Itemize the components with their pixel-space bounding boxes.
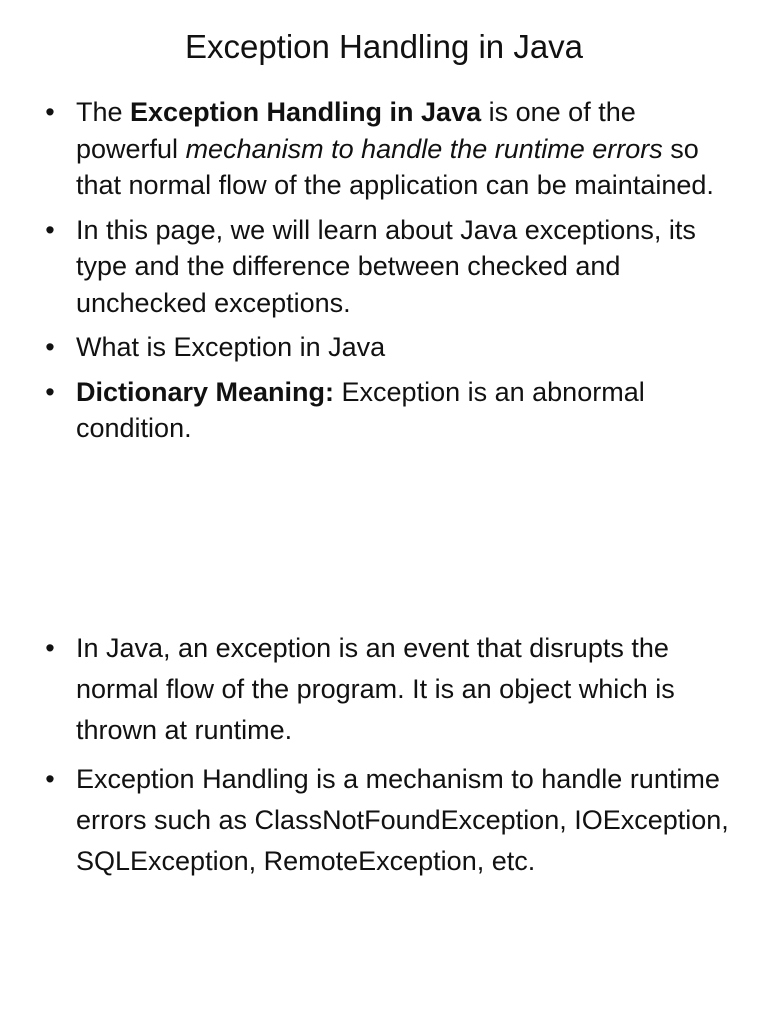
- bullet-dot-icon: •: [45, 633, 55, 663]
- bullet-exception-handling-intro: [40, 94, 730, 204]
- bullet-text: Exception is an abnormal condition.: [76, 376, 645, 443]
- bullet-page-overview: [40, 212, 730, 322]
- bullet-exception-handling-mechanism: [40, 759, 730, 882]
- bullet-dot-icon: •: [45, 376, 55, 407]
- bottom-bullet-list: [40, 628, 730, 890]
- bullet-dot-icon: •: [45, 764, 55, 794]
- slide-title: Exception Handling in Java: [184, 28, 584, 65]
- bullet-exception-definition: [40, 628, 730, 751]
- bullet-text: In Java, an exception is an event that disrupts the normal flow of the program. It is an object which is thrown at runtime.: [76, 633, 675, 745]
- bullet-text: What is Exception in Java: [76, 332, 386, 362]
- italic-phrase: mechanism to handle the runtime errors: [185, 133, 663, 164]
- bullet-dot-icon: •: [45, 214, 55, 245]
- top-bullet-list: [40, 94, 730, 455]
- bold-term: Exception Handling in Java: [130, 97, 482, 127]
- bullet-dictionary-meaning: [40, 374, 730, 447]
- bold-term: Dictionary Meaning:: [76, 376, 335, 407]
- bullet-dot-icon: •: [45, 332, 55, 362]
- bullet-dot-icon: •: [45, 97, 55, 127]
- bullet-what-is-exception: [40, 329, 730, 366]
- bullet-text: The: [76, 97, 131, 127]
- bullet-text: is one of the powerful: [76, 97, 636, 164]
- bullet-text: so that normal flow of the application can be maintained.: [76, 133, 714, 200]
- bullet-text: In this page, we will learn about Java exceptions, its type and the difference between checked and unchecked exceptions.: [76, 214, 696, 318]
- bullet-text: Exception Handling is a mechanism to handle runtime errors such as ClassNotFoundException, IOException, SQLException, RemoteException, etc.: [76, 764, 729, 876]
